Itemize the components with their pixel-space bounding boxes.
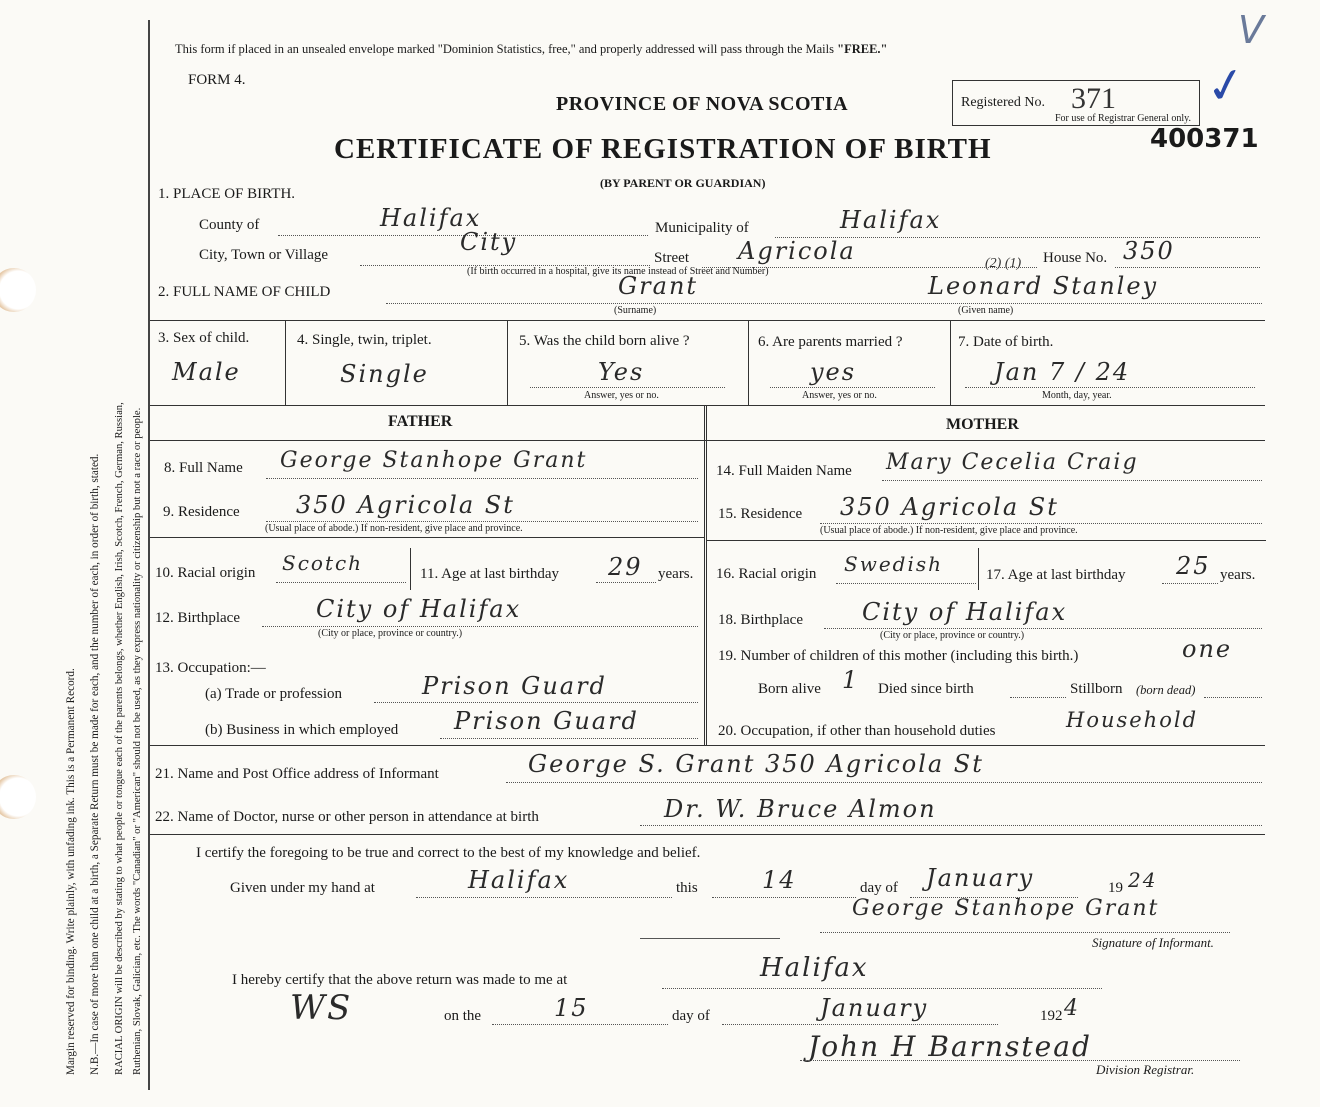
father-racial-label: 10. Racial origin (155, 565, 256, 581)
hospital-note: (If birth occurred in a hospital, give its name instead of Street and Number) (467, 266, 769, 277)
father-name-label: 8. Full Name (164, 460, 243, 476)
single-label: 4. Single, twin, triplet. (297, 332, 432, 348)
certify-statement: I certify the foregoing to be true and correct to the best of my knowledge and belief. (196, 845, 701, 861)
parents-divider (704, 405, 707, 745)
doctor-label: 22. Name of Doctor, nurse or other person in attendance at birth (155, 809, 539, 825)
certificate-subtitle: (BY PARENT OR GUARDIAN) (600, 176, 766, 190)
registered-month-value: January (820, 994, 929, 1022)
mother-name-label: 14. Full Maiden Name (716, 463, 852, 479)
trade-value: Prison Guard (422, 672, 607, 700)
margin-rule (148, 20, 150, 1090)
day-value: 14 (762, 866, 797, 894)
born-alive-label: 5. Was the child born alive ? (519, 333, 690, 349)
mail-note: This form if placed in an unsealed envelope marked "Dominion Statistics, free," and properly addressed will pass through the Mails "FREE." (175, 42, 888, 56)
registrar-signature: John H Barnstead (808, 1030, 1092, 1063)
municipality-label: Municipality of (655, 220, 749, 236)
mother-occupation-label: 20. Occupation, if other than household duties (718, 723, 996, 739)
father-years-label: years. (658, 566, 694, 582)
given-value: Leonard Stanley (928, 272, 1159, 300)
street-label: Street (654, 250, 689, 266)
mother-years-label: years. (1220, 567, 1256, 583)
child-name-label: 2. FULL NAME OF CHILD (158, 284, 331, 300)
father-heading: FATHER (388, 413, 453, 430)
mother-age-value: 25 (1176, 552, 1211, 580)
certificate-title: CERTIFICATE OF REGISTRATION OF BIRTH (334, 133, 992, 165)
informant-label: 21. Name and Post Office address of Informant (155, 766, 439, 782)
business-label: (b) Business in which employed (205, 722, 399, 738)
binding-hole-top (0, 268, 36, 312)
place-of-birth-label: 1. PLACE OF BIRTH. (158, 186, 296, 202)
house-no-label: House No. (1043, 250, 1108, 266)
mother-occupation-value: Household (1066, 708, 1199, 732)
born-dead-note: (born dead) (1136, 683, 1196, 697)
mother-birthplace-value: City of Halifax (862, 598, 1068, 626)
province-heading: PROVINCE OF NOVA SCOTIA (556, 93, 849, 115)
this-label: this (676, 880, 698, 896)
signature-of-informant-label: Signature of Informant. (1092, 935, 1214, 950)
born-alive-answer-note: Answer, yes or no. (584, 390, 659, 401)
county-label: County of (199, 217, 260, 233)
month-value: January (926, 864, 1035, 892)
house-no-value: 350 (1123, 237, 1175, 265)
mother-residence-label: 15. Residence (718, 506, 803, 522)
single-value: Single (340, 360, 429, 388)
father-age-label: 11. Age at last birthday (420, 566, 559, 582)
margin-note-4: Ruthenian, Slovak, Galician, etc. The words "Canadian" or "American" should not be used, as they express nationality or citizenship but not a race or people. (132, 407, 143, 1075)
born-alive-count-value: 1 (842, 666, 860, 694)
given-under-label: Given under my hand at (230, 880, 375, 896)
mother-birthplace-label: 18. Birthplace (718, 612, 803, 628)
mother-heading: MOTHER (946, 416, 1019, 433)
registrar-initials: WS (290, 988, 353, 1028)
children-count-value: one (1182, 635, 1233, 663)
mother-racial-value: Swedish (844, 552, 943, 576)
born-alive-value: Yes (598, 358, 645, 386)
corner-mark: V (1238, 8, 1264, 52)
city-value: City (460, 228, 518, 256)
mother-name-value: Mary Cecelia Craig (886, 450, 1139, 475)
married-answer-note: Answer, yes or no. (802, 390, 877, 401)
street-value: Agricola (738, 237, 856, 265)
hereby-certify-label: I hereby certify that the above return was made to me at (232, 972, 568, 988)
registered-value: 371 (1071, 82, 1116, 115)
city-label: City, Town or Village (199, 247, 329, 263)
father-city-note: (City or place, province or country.) (318, 628, 463, 639)
registered-year-value: 4 (1064, 996, 1080, 1021)
father-residence-label: 9. Residence (163, 504, 240, 520)
registered-label: Registered No. (961, 95, 1045, 110)
informant-signature: George Stanhope Grant (852, 896, 1160, 921)
business-value: Prison Guard (454, 707, 639, 735)
father-racial-value: Scotch (282, 551, 364, 575)
on-the-label: on the (444, 1008, 482, 1024)
born-alive-count-label: Born alive (758, 681, 821, 697)
trade-label: (a) Trade or profession (205, 686, 343, 702)
given-order-marks: (2) (1) (985, 256, 1022, 271)
year-value: 24 (1128, 868, 1158, 892)
father-birthplace-value: City of Halifax (316, 595, 522, 623)
county-value: Halifax (380, 204, 482, 232)
given-note: (Given name) (958, 305, 1014, 316)
check-mark-icon: ✓ (1201, 56, 1251, 117)
mother-city-note: (City or place, province or country.) (880, 630, 1025, 641)
married-value: yes (810, 358, 857, 386)
married-label: 6. Are parents married ? (758, 334, 903, 350)
registered-box (952, 80, 1200, 126)
division-registrar-label: Division Registrar. (1096, 1062, 1195, 1077)
margin-note-2: N.B.—In case of more than one child at a birth, a Separate Return must be made for each, and the number of each, in order of birth, stated. (89, 453, 101, 1075)
dob-value: Jan 7 / 24 (994, 358, 1131, 386)
surname-note: (Surname) (614, 305, 657, 316)
stillborn-label: Stillborn (1070, 681, 1123, 697)
father-residence-value: 350 Agricola St (296, 491, 515, 519)
father-name-value: George Stanhope Grant (280, 448, 588, 473)
stamp-number: 400371 (1150, 124, 1259, 154)
year-prefix: 19 (1108, 880, 1123, 896)
informant-value: George S. Grant 350 Agricola St (528, 750, 984, 778)
year-prefix-2: 192 (1040, 1008, 1063, 1024)
mother-age-label: 17. Age at last birthday (986, 567, 1126, 583)
margin-note-1: Margin reserved for binding. Write plainly, with unfading ink. This is a Permanent Record. (65, 668, 77, 1075)
registrar-note: For use of Registrar General only. (1055, 113, 1191, 124)
father-birthplace-label: 12. Birthplace (155, 610, 240, 626)
day-of-label-2: day of (672, 1008, 710, 1024)
binding-hole-bottom (0, 775, 36, 819)
dob-month-note: Month, day, year. (1042, 390, 1112, 401)
occupation-label: 13. Occupation:— (155, 660, 266, 676)
form-number: FORM 4. (188, 72, 246, 88)
surname-value: Grant (618, 272, 699, 300)
dob-label: 7. Date of birth. (958, 334, 1054, 350)
doctor-value: Dr. W. Bruce Almon (664, 795, 937, 823)
registered-at-value: Halifax (760, 953, 869, 983)
father-abode-note: (Usual place of abode.) If non-resident, give place and province. (265, 523, 523, 534)
margin-note-3: RACIAL ORIGIN will be described by stating to what people or tongue each of the parents belongs, whether English, Irish, Scotch, French, German, Russian, (114, 402, 125, 1075)
father-age-value: 29 (608, 553, 643, 581)
given-at-value: Halifax (468, 866, 570, 894)
sex-value: Male (172, 358, 241, 386)
mother-abode-note: (Usual place of abode.) If non-resident, give place and province. (820, 525, 1078, 536)
registered-day-value: 15 (554, 994, 589, 1022)
mother-racial-label: 16. Racial origin (716, 566, 817, 582)
mother-residence-value: 350 Agricola St (840, 493, 1059, 521)
children-count-label: 19. Number of children of this mother (including this birth.) (718, 648, 1079, 664)
sex-label: 3. Sex of child. (158, 330, 250, 346)
municipality-value: Halifax (840, 206, 942, 234)
died-since-label: Died since birth (878, 681, 974, 697)
day-of-label: day of (860, 880, 898, 896)
